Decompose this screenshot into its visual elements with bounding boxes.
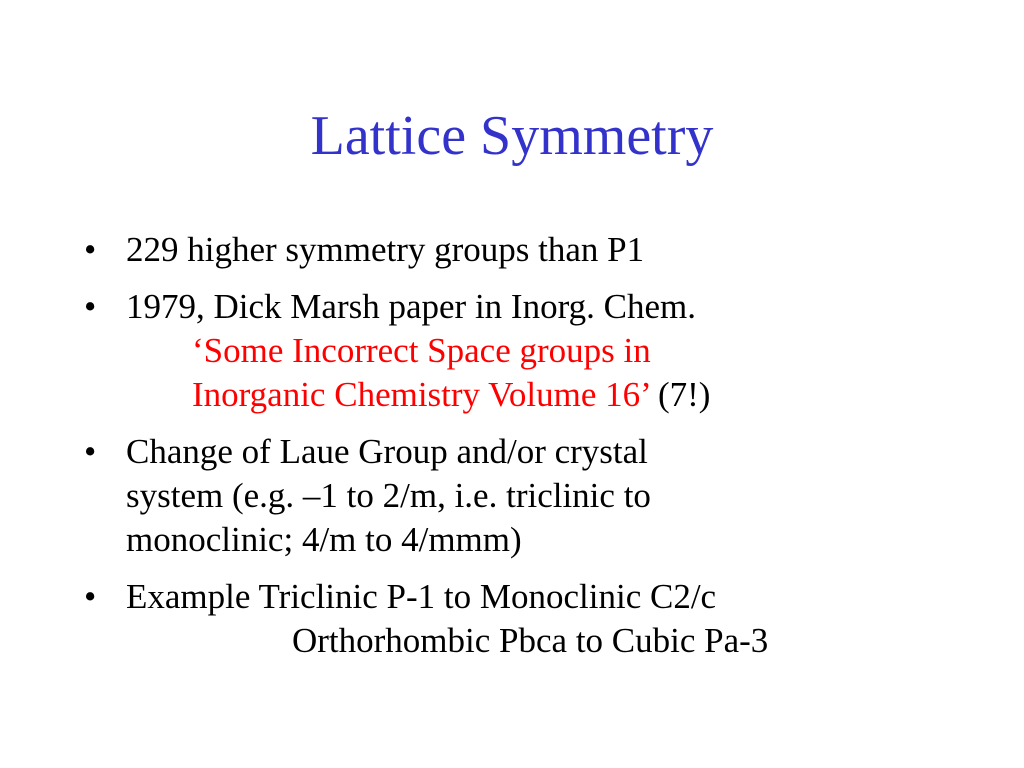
bullet-dot-icon: • — [84, 577, 97, 616]
bullet-1-line-1: 229 higher symmetry groups than P1 — [126, 230, 645, 269]
bullet-3-line-1: Change of Laue Group and/or crystal — [126, 432, 648, 471]
slide-title: Lattice Symmetry — [310, 105, 714, 167]
bullet-item-1 — [84, 228, 984, 272]
bullet-3-line-3: monoclinic; 4/m to 4/mmm) — [126, 520, 522, 559]
bullet-3-line-2: system (e.g. –1 to 2/m, i.e. triclinic to — [126, 476, 651, 515]
bullet-list — [84, 228, 984, 676]
bullet-item-3 — [84, 430, 984, 562]
bullet-item-2 — [84, 285, 984, 417]
bullet-2-quote-suffix: (7!) — [657, 375, 711, 414]
bullet-4-line-1: Example Triclinic P-1 to Monoclinic C2/c — [126, 577, 717, 616]
bullet-dot-icon: • — [84, 287, 97, 326]
bullet-2-quote-line-1: ‘Some Incorrect Space groups in — [192, 331, 651, 370]
bullet-2-quote-line-2: Inorganic Chemistry Volume 16’ — [192, 375, 650, 414]
bullet-4-line-2: Orthorhombic Pbca to Cubic Pa-3 — [292, 621, 769, 660]
bullet-2-quote-line-2-wrapper — [126, 373, 984, 417]
bullet-dot-icon: • — [84, 230, 97, 269]
bullet-2-line-1: 1979, Dick Marsh paper in Inorg. Chem. — [126, 287, 696, 326]
bullet-item-4 — [84, 575, 984, 663]
bullet-dot-icon: • — [84, 432, 97, 471]
